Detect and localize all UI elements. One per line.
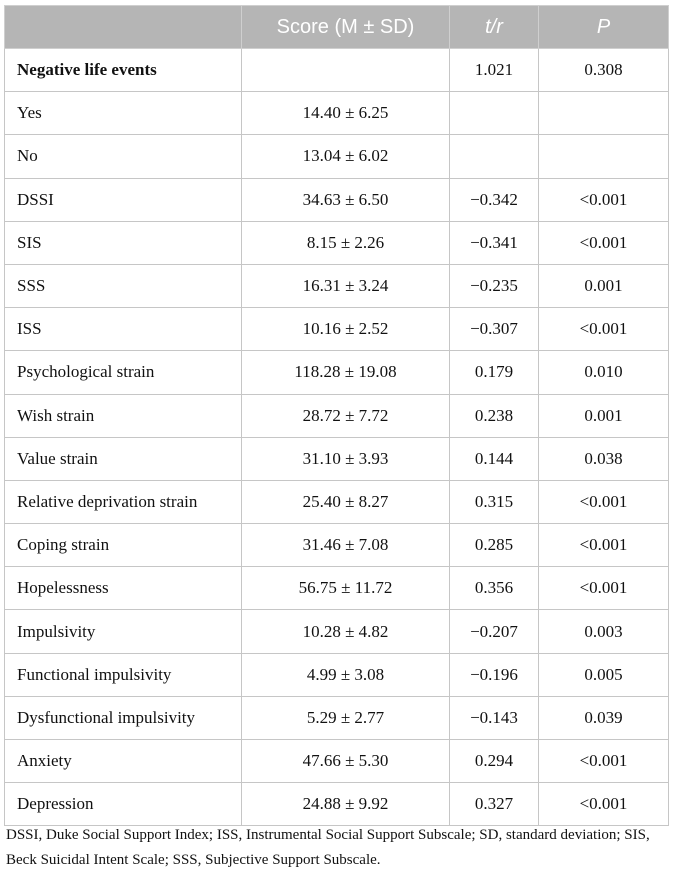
table-row <box>5 567 669 610</box>
row-t-r: 0.144 <box>450 437 539 480</box>
row-p: 0.010 <box>539 351 669 394</box>
row-label: Coping strain <box>5 524 242 567</box>
table-row <box>5 135 669 178</box>
row-t-r: −0.307 <box>450 308 539 351</box>
table-row <box>5 437 669 480</box>
table-row <box>5 178 669 221</box>
table-row <box>5 524 669 567</box>
row-score: 31.10 ± 3.93 <box>242 437 450 480</box>
row-score: 47.66 ± 5.30 <box>242 740 450 783</box>
row-p: 0.001 <box>539 264 669 307</box>
row-label: Wish strain <box>5 394 242 437</box>
row-t-r: −0.235 <box>450 264 539 307</box>
row-p: <0.001 <box>539 524 669 567</box>
row-t-r <box>450 135 539 178</box>
row-label: Negative life events <box>5 49 242 92</box>
row-p: <0.001 <box>539 783 669 826</box>
row-label: Depression <box>5 783 242 826</box>
row-p <box>539 92 669 135</box>
row-score: 10.16 ± 2.52 <box>242 308 450 351</box>
row-t-r: 1.021 <box>450 49 539 92</box>
table-row <box>5 480 669 523</box>
header-t-r: t/r <box>450 6 539 49</box>
row-label: Yes <box>5 92 242 135</box>
header-row <box>5 6 669 49</box>
row-label: Anxiety <box>5 740 242 783</box>
row-score: 24.88 ± 9.92 <box>242 783 450 826</box>
row-p: 0.003 <box>539 610 669 653</box>
table-row <box>5 610 669 653</box>
table-row <box>5 394 669 437</box>
row-label: ISS <box>5 308 242 351</box>
row-label: Psychological strain <box>5 351 242 394</box>
row-t-r: 0.294 <box>450 740 539 783</box>
row-label: Relative deprivation strain <box>5 480 242 523</box>
row-t-r: 0.356 <box>450 567 539 610</box>
table-row <box>5 49 669 92</box>
row-label: Value strain <box>5 437 242 480</box>
row-label: SSS <box>5 264 242 307</box>
row-p: <0.001 <box>539 480 669 523</box>
table-row <box>5 221 669 264</box>
table-row <box>5 351 669 394</box>
row-p: 0.001 <box>539 394 669 437</box>
header-variable <box>5 6 242 49</box>
row-p: <0.001 <box>539 221 669 264</box>
data-table-container <box>4 5 668 826</box>
table-row <box>5 92 669 135</box>
row-score: 25.40 ± 8.27 <box>242 480 450 523</box>
row-t-r: 0.285 <box>450 524 539 567</box>
header-p: P <box>539 6 669 49</box>
row-score <box>242 49 450 92</box>
header-score: Score (M ± SD) <box>242 6 450 49</box>
row-p: 0.039 <box>539 696 669 739</box>
table-row <box>5 740 669 783</box>
row-t-r: 0.238 <box>450 394 539 437</box>
row-score: 5.29 ± 2.77 <box>242 696 450 739</box>
row-score: 34.63 ± 6.50 <box>242 178 450 221</box>
row-score: 8.15 ± 2.26 <box>242 221 450 264</box>
row-label: Functional impulsivity <box>5 653 242 696</box>
table-row <box>5 308 669 351</box>
row-t-r: 0.327 <box>450 783 539 826</box>
row-score: 28.72 ± 7.72 <box>242 394 450 437</box>
row-label: No <box>5 135 242 178</box>
row-t-r: −0.342 <box>450 178 539 221</box>
table-footnote: DSSI, Duke Social Support Index; ISS, Instrumental Social Support Subscale; SD, standard deviation; SIS, Beck Suicidal Intent Scale; SSS, Subjective Support Subscale. <box>6 827 650 868</box>
row-p: <0.001 <box>539 567 669 610</box>
table-row <box>5 696 669 739</box>
row-p: 0.005 <box>539 653 669 696</box>
row-score: 16.31 ± 3.24 <box>242 264 450 307</box>
row-score: 4.99 ± 3.08 <box>242 653 450 696</box>
row-t-r: −0.207 <box>450 610 539 653</box>
row-t-r: 0.315 <box>450 480 539 523</box>
row-t-r: −0.143 <box>450 696 539 739</box>
row-label: DSSI <box>5 178 242 221</box>
row-score: 13.04 ± 6.02 <box>242 135 450 178</box>
row-p: 0.038 <box>539 437 669 480</box>
row-p: <0.001 <box>539 740 669 783</box>
table-row <box>5 783 669 826</box>
row-p: 0.308 <box>539 49 669 92</box>
table-row <box>5 264 669 307</box>
row-t-r: 0.179 <box>450 351 539 394</box>
row-score: 10.28 ± 4.82 <box>242 610 450 653</box>
row-t-r: −0.341 <box>450 221 539 264</box>
row-score: 56.75 ± 11.72 <box>242 567 450 610</box>
row-score: 31.46 ± 7.08 <box>242 524 450 567</box>
row-p: <0.001 <box>539 178 669 221</box>
row-p: <0.001 <box>539 308 669 351</box>
row-label: SIS <box>5 221 242 264</box>
table-row <box>5 653 669 696</box>
row-score: 118.28 ± 19.08 <box>242 351 450 394</box>
row-score: 14.40 ± 6.25 <box>242 92 450 135</box>
row-label: Hopelessness <box>5 567 242 610</box>
row-t-r: −0.196 <box>450 653 539 696</box>
results-table <box>4 5 669 826</box>
row-label: Dysfunctional impulsivity <box>5 696 242 739</box>
row-p <box>539 135 669 178</box>
row-label: Impulsivity <box>5 610 242 653</box>
row-t-r <box>450 92 539 135</box>
